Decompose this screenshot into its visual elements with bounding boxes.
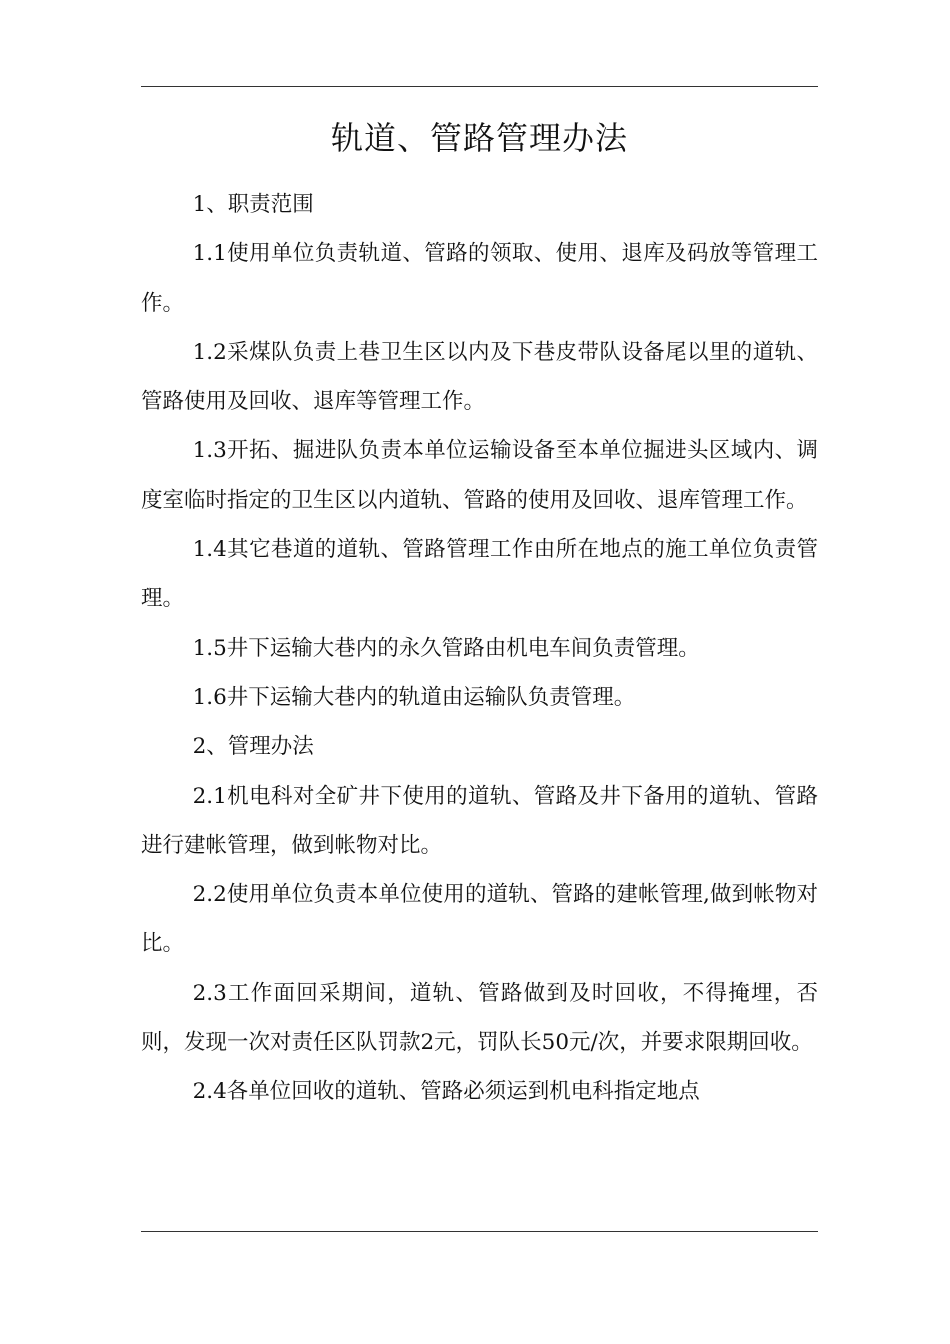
document-title: 轨道、管路管理办法: [330, 119, 628, 157]
document-body: [141, 180, 818, 1117]
paragraph-1-4: 1.4其它巷道的道轨、管路管理工作由所在地点的施工单位负责管理。: [141, 537, 818, 612]
section-heading-2: 2、管理办法: [192, 734, 314, 760]
paragraph-1-2: 1.2采煤队负责上巷卫生区以内及下巷皮带队设备尾以里的道轨、管路使用及回收、退库等管理工作。: [141, 339, 818, 415]
footer-rule: [141, 1231, 818, 1232]
paragraph-1-3: 1.3开拓、掘进队负责本单位运输设备至本单位掘进头区域内、调度室临时指定的卫生区以内道轨、管路的使用及回收、退库管理工作。: [141, 438, 818, 513]
paragraph-1-5: 1.5井下运输大巷内的永久管路由机电车间负责管理。: [192, 635, 700, 661]
paragraph-1-6: 1.6井下运输大巷内的轨道由运输队负责管理。: [192, 684, 636, 710]
section-heading-1: 1、职责范围: [192, 192, 314, 217]
paragraph-1-1: 1.1使用单位负责轨道、管路的领取、使用、退库及码放等管理工作。: [141, 241, 818, 316]
paragraph-2-3: 2.3工作面回采期间，道轨、管路做到及时回收，不得掩埋，否则，发现一次对责任区队罚款2元，罚队长50元/次，并要求限期回收。: [141, 980, 818, 1056]
header-rule: [141, 86, 818, 87]
paragraph-2-4: 2.4各单位回收的道轨、管路必须运到机电科指定地点: [192, 1079, 700, 1105]
paragraph-2-2: 2.2使用单位负责本单位使用的道轨、管路的建帐管理,做到帐物对比。: [141, 882, 818, 957]
paragraph-2-1: 2.1机电科对全矿井下使用的道轨、管路及井下备用的道轨、管路进行建帐管理，做到帐物对比。: [141, 783, 818, 858]
